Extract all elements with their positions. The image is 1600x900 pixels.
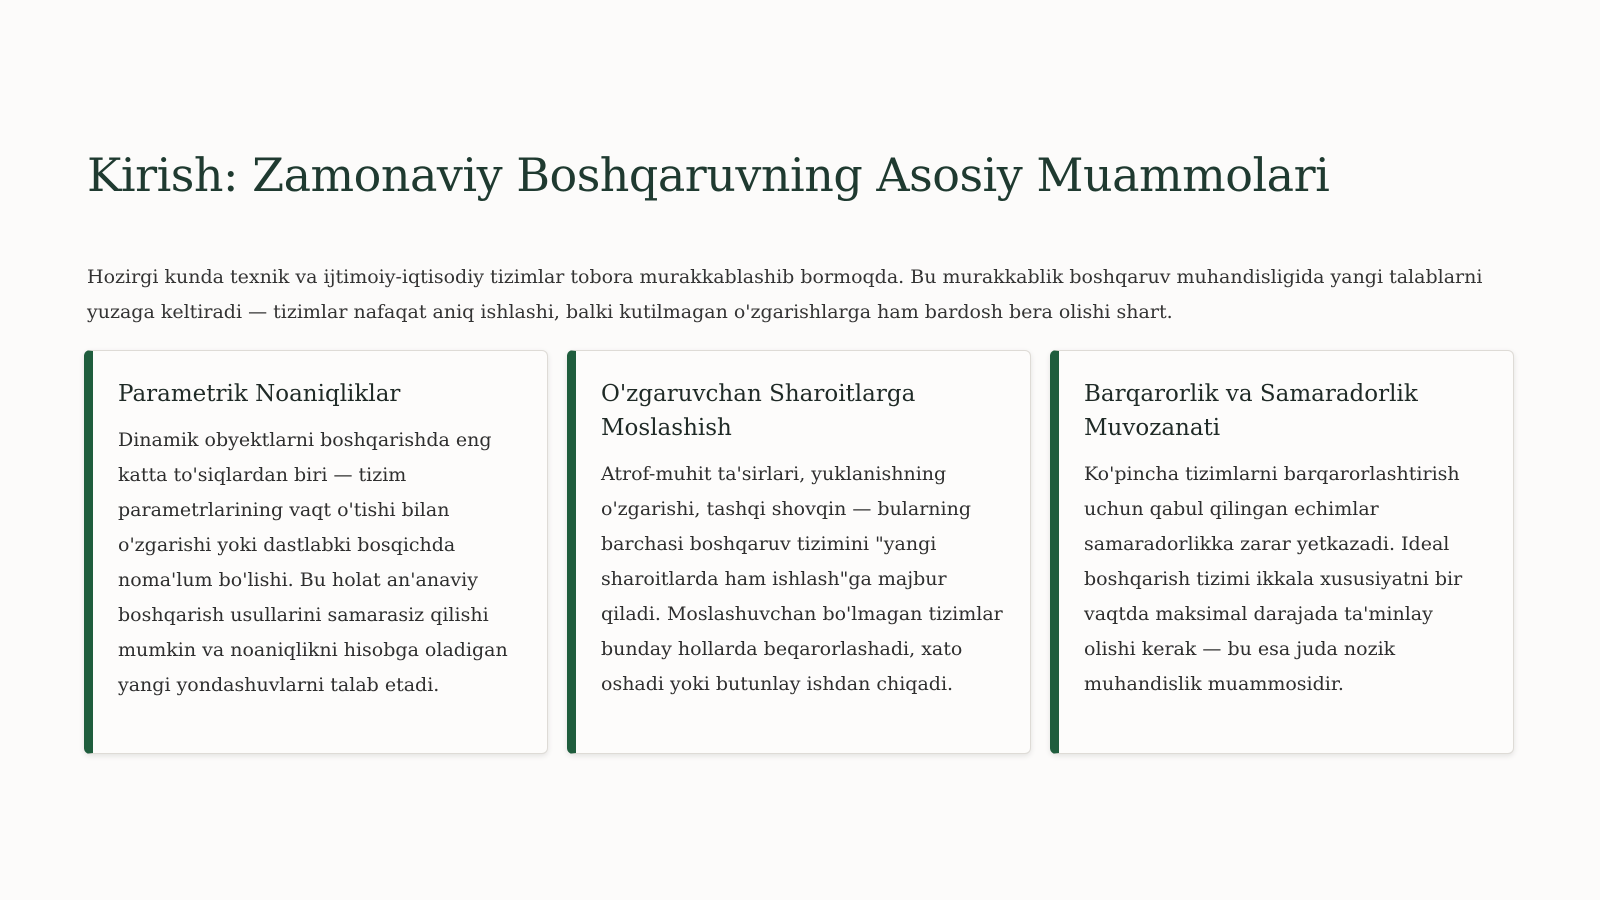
card-title: O'zgaruvchan Sharoitlarga Moslashish — [601, 381, 916, 441]
card-row — [84, 350, 1514, 756]
card-text: Dinamik obyektlarni boshqarishda eng katta to'siqlardan biri — tizim parametrlarining vaqt o'tishi bilan o'zgarishi yoki dastlabki bosqichda noma'lum bo'lishi. Bu holat an'anaviy boshqarish usullarini samarasiz qilishi mumkin va noaniqlikni hisobga oladigan yangi yondashuvlarni talab etadi. — [118, 429, 508, 696]
page-title: Kirish: Zamonaviy Boshqaruvning Asosiy Muammolari — [87, 148, 1330, 202]
card-adaptation — [567, 350, 1031, 754]
card-title: Parametrik Noaniqliklar — [118, 381, 401, 407]
card-title: Barqarorlik va Samaradorlik Muvozanati — [1084, 381, 1418, 441]
card-text: Ko'pincha tizimlarni barqarorlashtirish uchun qabul qilingan echimlar samaradorlikka zarar yetkazadi. Ideal boshqarish tizimi ikkala xususiyatni bir vaqtda maksimal darajada ta'minlay olishi kerak — bu esa juda nozik muhandislik muammosidir. — [1084, 463, 1463, 695]
card-parametric-uncertainty — [84, 350, 548, 754]
intro-paragraph: Hozirgi kunda texnik va ijtimoiy-iqtisodiy tizimlar tobora murakkablashib bormoqda. Bu murakkablik boshqaruv muhandisligida yangi talablarni yuzaga keltiradi — tizimlar nafaqat aniq ishlashi, balki kutilmagan o'zgarishlarga ham bardosh bera olishi shart. — [87, 266, 1483, 323]
card-text: Atrof-muhit ta'sirlari, yuklanishning o'zgarishi, tashqi shovqin — bularning barchasi boshqaruv tizimini "yangi sharoitlarda ham ishlash"ga majbur qiladi. Moslashuvchan bo'lmagan tizimlar bunday hollarda beqarorlashadi, xato oshadi yoki butunlay ishdan chiqadi. — [601, 463, 1003, 695]
card-stability-balance — [1050, 350, 1514, 754]
